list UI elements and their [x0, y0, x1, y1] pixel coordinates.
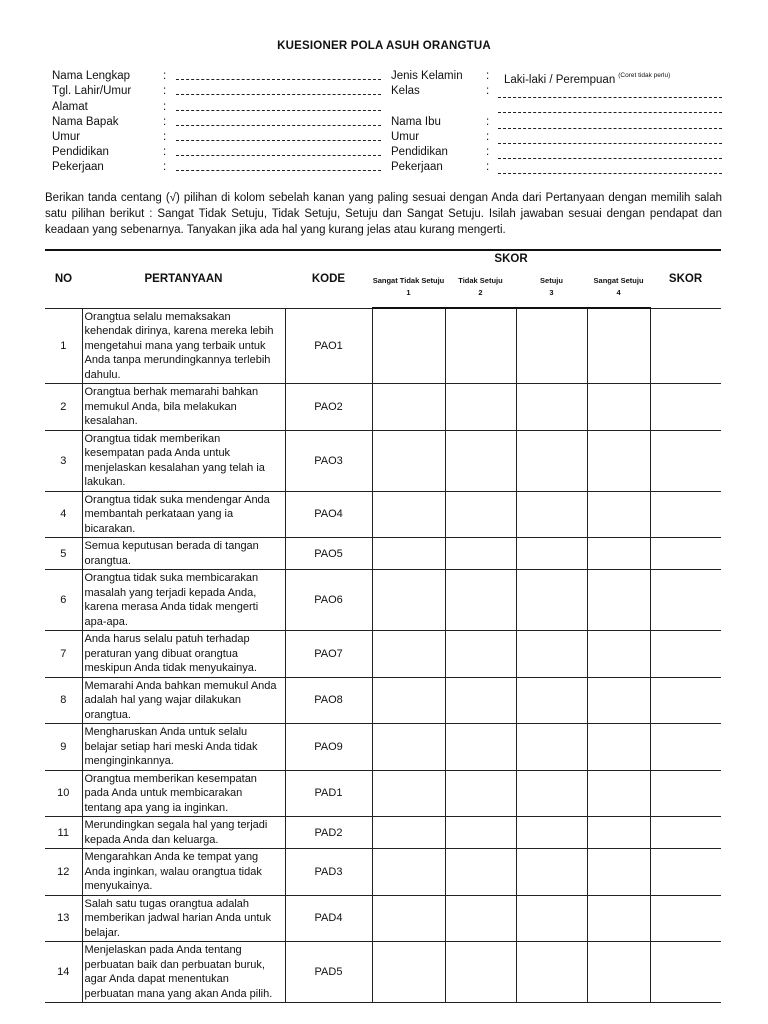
table-row: [45, 491, 721, 538]
table-row: [45, 384, 721, 431]
score-cell[interactable]: [650, 770, 721, 817]
answer-cell-sangat-tidak-setuju[interactable]: [372, 631, 445, 678]
nama-lengkap-field[interactable]: [176, 79, 381, 80]
table-row: [45, 942, 721, 1003]
row-number: 7: [45, 631, 82, 678]
answer-cell-sangat-tidak-setuju[interactable]: [372, 538, 445, 570]
question-text: Memarahi Anda bahkan memukul Anda adalah hal yang wajar dilakukan orangtua.: [82, 677, 285, 724]
score-cell[interactable]: [650, 724, 721, 771]
question-code: PAO2: [285, 384, 372, 431]
answer-cell-sangat-tidak-setuju[interactable]: [372, 942, 445, 1003]
table-row: [45, 538, 721, 570]
row-number: 9: [45, 724, 82, 771]
table-row: [45, 677, 721, 724]
row-number: 1: [45, 308, 82, 384]
question-code: PAO1: [285, 308, 372, 384]
umur-ibu-field[interactable]: [498, 143, 722, 144]
col-code: KODE: [285, 250, 372, 308]
tgl-lahir-field[interactable]: [176, 94, 381, 95]
colon: :: [163, 131, 167, 143]
umur-bapak-field[interactable]: [176, 140, 381, 141]
gender-note: (Coret tidak perlu): [618, 72, 671, 79]
question-text: Anda harus selalu patuh terhadap peraturan yang dibuat orangtua meskipun Anda tidak menyukainya.: [82, 631, 285, 678]
question-text: Orangtua tidak suka mendengar Anda membantah perkataan yang ia bicarakan.: [82, 491, 285, 538]
answer-cell-tidak-setuju[interactable]: [445, 817, 516, 849]
colon: :: [486, 131, 490, 143]
pekerjaan-bapak-field[interactable]: [176, 170, 381, 171]
table-row: [45, 817, 721, 849]
answer-cell-sangat-setuju[interactable]: [587, 677, 650, 724]
table-body: [45, 308, 721, 1003]
answer-cell-setuju[interactable]: [516, 570, 587, 631]
row-number: 12: [45, 849, 82, 896]
option-header: [587, 267, 650, 308]
gender-options[interactable]: [504, 69, 670, 87]
answer-cell-tidak-setuju[interactable]: [445, 538, 516, 570]
label-alamat: Alamat: [52, 101, 88, 113]
table-row: [45, 570, 721, 631]
nama-bapak-field[interactable]: [176, 125, 381, 126]
table-row: [45, 849, 721, 896]
score-cell[interactable]: [650, 817, 721, 849]
answer-cell-setuju[interactable]: [516, 677, 587, 724]
option-label: Tidak Setuju: [458, 276, 503, 285]
alamat-field[interactable]: [176, 110, 381, 111]
option-header: [372, 267, 445, 308]
answer-cell-sangat-tidak-setuju[interactable]: [372, 384, 445, 431]
table-row: [45, 631, 721, 678]
score-cell[interactable]: [650, 631, 721, 678]
answer-cell-sangat-tidak-setuju[interactable]: [372, 817, 445, 849]
colon: :: [486, 146, 490, 158]
score-cell[interactable]: [650, 491, 721, 538]
table-row: [45, 724, 721, 771]
colon: :: [486, 116, 490, 128]
answer-cell-sangat-setuju[interactable]: [587, 724, 650, 771]
answer-cell-sangat-setuju[interactable]: [587, 942, 650, 1003]
score-cell[interactable]: [650, 677, 721, 724]
score-cell[interactable]: [650, 308, 721, 384]
row-number: 11: [45, 817, 82, 849]
answer-cell-setuju[interactable]: [516, 817, 587, 849]
answer-cell-sangat-setuju[interactable]: [587, 491, 650, 538]
colon: :: [486, 85, 490, 97]
pendidikan-ibu-field[interactable]: [498, 158, 722, 159]
question-code: PAD3: [285, 849, 372, 896]
option-header: [445, 267, 516, 308]
colon: :: [486, 161, 490, 173]
page-title: KUESIONER POLA ASUH ORANGTUA: [277, 40, 491, 52]
label-umur-bapak: Umur: [52, 131, 81, 143]
answer-cell-tidak-setuju[interactable]: [445, 724, 516, 771]
answer-cell-setuju[interactable]: [516, 631, 587, 678]
score-cell[interactable]: [650, 538, 721, 570]
option-num: 4: [616, 288, 621, 297]
answer-cell-tidak-setuju[interactable]: [445, 770, 516, 817]
answer-cell-setuju[interactable]: [516, 491, 587, 538]
answer-cell-sangat-setuju[interactable]: [587, 631, 650, 678]
option-num: 2: [478, 288, 483, 297]
label-jenis-kelamin: Jenis Kelamin: [391, 70, 463, 82]
answer-cell-sangat-tidak-setuju[interactable]: [372, 895, 445, 942]
colon: :: [163, 70, 167, 82]
answer-cell-setuju[interactable]: [516, 895, 587, 942]
label-pendidikan-ibu: Pendidikan: [391, 146, 448, 158]
table-row: [45, 895, 721, 942]
answer-cell-sangat-setuju[interactable]: [587, 308, 650, 384]
colon: :: [163, 101, 167, 113]
question-code: PAO5: [285, 538, 372, 570]
answer-cell-tidak-setuju[interactable]: [445, 570, 516, 631]
row-number: 8: [45, 677, 82, 724]
question-code: PAO3: [285, 430, 372, 491]
col-no: NO: [45, 250, 82, 308]
option-num: 3: [549, 288, 554, 297]
answer-cell-tidak-setuju[interactable]: [445, 308, 516, 384]
answer-cell-setuju[interactable]: [516, 724, 587, 771]
answer-cell-sangat-setuju[interactable]: [587, 849, 650, 896]
answer-cell-setuju[interactable]: [516, 770, 587, 817]
answer-cell-sangat-tidak-setuju[interactable]: [372, 570, 445, 631]
label-nama-bapak: Nama Bapak: [52, 116, 119, 128]
answer-cell-sangat-tidak-setuju[interactable]: [372, 849, 445, 896]
question-text: Orangtua berhak memarahi bahkan memukul Anda, bila melakukan kesalahan.: [82, 384, 285, 431]
label-nama-ibu: Nama Ibu: [391, 116, 441, 128]
label-pekerjaan-ibu: Pekerjaan: [391, 161, 443, 173]
question-text: Mengharuskan Anda untuk selalu belajar setiap hari meski Anda tidak menginginkannya.: [82, 724, 285, 771]
score-cell[interactable]: [650, 849, 721, 896]
label-umur-ibu: Umur: [391, 131, 420, 143]
label-kelas: Kelas: [391, 85, 420, 97]
answer-cell-setuju[interactable]: [516, 384, 587, 431]
score-cell[interactable]: [650, 942, 721, 1003]
answer-cell-tidak-setuju[interactable]: [445, 942, 516, 1003]
answer-cell-sangat-setuju[interactable]: [587, 430, 650, 491]
score-cell[interactable]: [650, 570, 721, 631]
row-number: 2: [45, 384, 82, 431]
instructions: Berikan tanda centang (√) pilihan di kolom sebelah kanan yang paling sesuai dengan Anda dari Pertanyaan dengan memilih salah satu pilihan berikut : Sangat Tidak Setuju, Tidak Setuju, Setuju dan Sangat Setuju. Isilah jawaban sesuai dengan pendapat dan keadaan yang sebenarnya. Tanyakan jika ada hal yang kurang jelas atau kurang mengerti.: [45, 192, 722, 236]
answer-cell-sangat-setuju[interactable]: [587, 384, 650, 431]
answer-cell-tidak-setuju[interactable]: [445, 631, 516, 678]
answer-cell-sangat-tidak-setuju[interactable]: [372, 430, 445, 491]
option-label: Sangat Setuju: [593, 276, 644, 285]
answer-cell-sangat-setuju[interactable]: [587, 538, 650, 570]
question-code: PAD4: [285, 895, 372, 942]
answer-cell-sangat-tidak-setuju[interactable]: [372, 677, 445, 724]
option-num: 1: [406, 288, 411, 297]
colon: :: [163, 85, 167, 97]
colon: :: [163, 146, 167, 158]
question-text: Orangtua tidak suka membicarakan masalah yang terjadi kepada Anda, karena merasa Anda tidak mengerti apa-apa.: [82, 570, 285, 631]
answer-cell-sangat-tidak-setuju[interactable]: [372, 770, 445, 817]
answer-cell-tidak-setuju[interactable]: [445, 895, 516, 942]
question-text: Orangtua memberikan kesempatan pada Anda untuk membicarakan tentang apa yang ia inginkan.: [82, 770, 285, 817]
answer-cell-setuju[interactable]: [516, 849, 587, 896]
colon: :: [163, 161, 167, 173]
answer-cell-tidak-setuju[interactable]: [445, 677, 516, 724]
answer-cell-setuju[interactable]: [516, 430, 587, 491]
answer-cell-sangat-tidak-setuju[interactable]: [372, 308, 445, 384]
row-number: 5: [45, 538, 82, 570]
question-text: Orangtua tidak memberikan kesempatan pada Anda untuk menjelaskan kesalahan yang telah ia lakukan.: [82, 430, 285, 491]
table-row: [45, 430, 721, 491]
option-header: [516, 267, 587, 308]
row-number: 13: [45, 895, 82, 942]
questionnaire-table: [45, 249, 721, 1003]
answer-cell-tidak-setuju[interactable]: [445, 430, 516, 491]
question-code: PAD1: [285, 770, 372, 817]
answer-cell-sangat-setuju[interactable]: [587, 895, 650, 942]
col-skor: SKOR: [650, 250, 721, 308]
table-row: [45, 308, 721, 384]
question-text: Mengarahkan Anda ke tempat yang Anda inginkan, walau orangtua tidak menyukainya.: [82, 849, 285, 896]
row-number: 10: [45, 770, 82, 817]
kelas-field[interactable]: [498, 97, 722, 98]
option-label: Setuju: [540, 276, 563, 285]
score-cell[interactable]: [650, 430, 721, 491]
pekerjaan-ibu-field[interactable]: [498, 173, 722, 174]
colon: :: [163, 116, 167, 128]
question-text: Orangtua selalu memaksakan kehendak dirinya, karena mereka lebih mengetahui mana yang terbaik untuk Anda tanpa merundingkannya terlebih dahulu.: [82, 308, 285, 384]
answer-cell-tidak-setuju[interactable]: [445, 491, 516, 538]
question-code: PAD2: [285, 817, 372, 849]
question-code: PAO9: [285, 724, 372, 771]
label-nama-lengkap: Nama Lengkap: [52, 70, 130, 82]
label-tgl-lahir: Tgl. Lahir/Umur: [52, 85, 132, 97]
row-number: 3: [45, 430, 82, 491]
answer-cell-sangat-tidak-setuju[interactable]: [372, 491, 445, 538]
label-pendidikan-bapak: Pendidikan: [52, 146, 109, 158]
gender-value: Laki-laki / Perempuan: [504, 74, 616, 86]
answer-cell-sangat-setuju[interactable]: [587, 770, 650, 817]
answer-cell-tidak-setuju[interactable]: [445, 849, 516, 896]
col-question: PERTANYAAN: [82, 250, 285, 308]
question-text: Merundingkan segala hal yang terjadi kepada Anda dan keluarga.: [82, 817, 285, 849]
row-number: 4: [45, 491, 82, 538]
option-label: Sangat Tidak Setuju: [372, 276, 445, 285]
answer-cell-sangat-setuju[interactable]: [587, 817, 650, 849]
answer-cell-sangat-tidak-setuju[interactable]: [372, 724, 445, 771]
answer-cell-setuju[interactable]: [516, 942, 587, 1003]
score-cell[interactable]: [650, 384, 721, 431]
colon: :: [486, 70, 490, 82]
row-number: 14: [45, 942, 82, 1003]
label-pekerjaan-bapak: Pekerjaan: [52, 161, 104, 173]
question-code: PAO4: [285, 491, 372, 538]
answer-cell-tidak-setuju[interactable]: [445, 384, 516, 431]
row-number: 6: [45, 570, 82, 631]
table-row: [45, 770, 721, 817]
question-code: PAD5: [285, 942, 372, 1003]
col-skor-group: SKOR: [372, 250, 650, 267]
answer-cell-sangat-setuju[interactable]: [587, 570, 650, 631]
score-cell[interactable]: [650, 895, 721, 942]
question-text: Menjelaskan pada Anda tentang perbuatan baik dan perbuatan buruk, agar Anda dapat menentukan perbuatan mana yang akan Anda pilih.: [82, 942, 285, 1003]
answer-cell-setuju[interactable]: [516, 538, 587, 570]
question-code: PAO6: [285, 570, 372, 631]
question-code: PAO7: [285, 631, 372, 678]
nama-ibu-field[interactable]: [498, 128, 722, 129]
answer-cell-setuju[interactable]: [516, 308, 587, 384]
pendidikan-bapak-field[interactable]: [176, 155, 381, 156]
question-text: Semua keputusan berada di tangan orangtua.: [82, 538, 285, 570]
extra-line-field[interactable]: [498, 112, 722, 113]
question-text: Salah satu tugas orangtua adalah memberikan jadwal harian Anda untuk belajar.: [82, 895, 285, 942]
question-code: PAO8: [285, 677, 372, 724]
